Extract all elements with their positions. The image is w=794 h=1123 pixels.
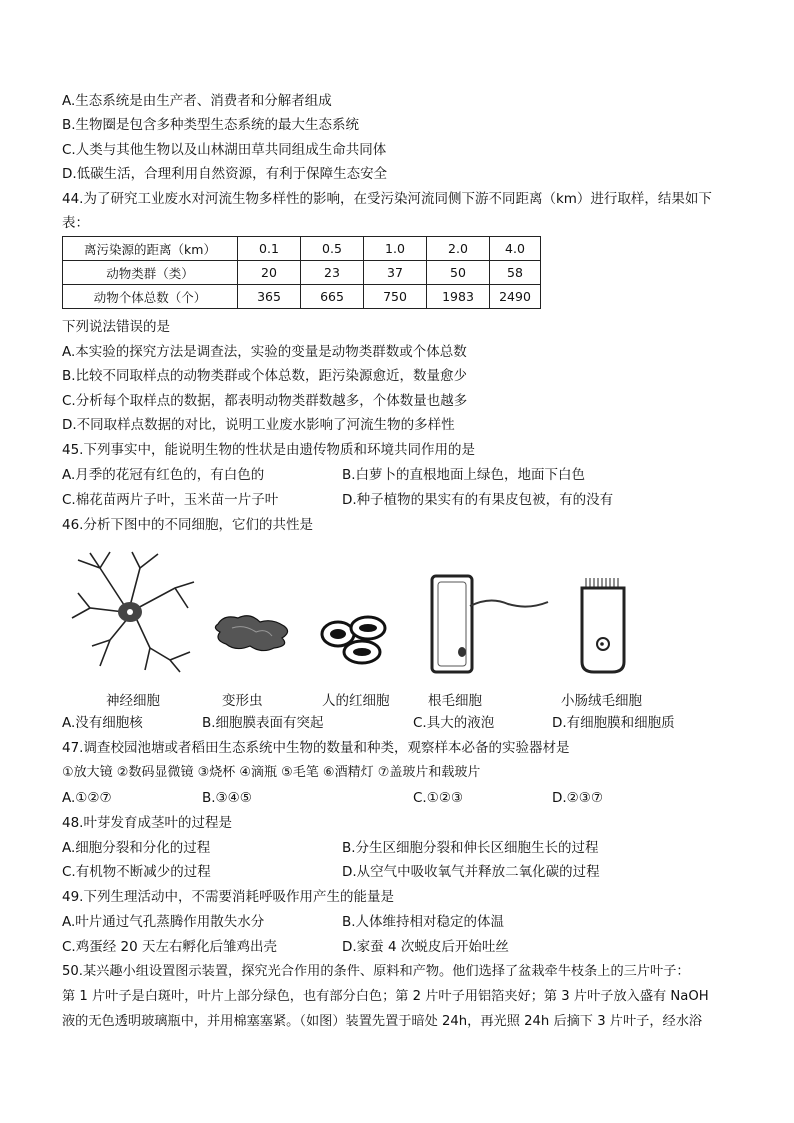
caption-neuron: 神经细胞 [106,693,160,709]
caption-villus-cell: 小肠绒毛细胞 [561,693,642,709]
table-cell: 665 [301,285,364,309]
q49-option-c: C.鸡蛋经 20 天左右孵化后雏鸡出壳 [62,939,277,955]
table-cell: 58 [490,261,541,285]
q46-option-c: C.具大的液泡 [413,715,495,731]
table-row-label: 离污染源的距离（km） [63,237,238,261]
q45-option-a: A.月季的花冠有红色的，有白色的 [62,467,265,483]
q43-option-d: D.低碳生活，合理利用自然资源，有利于保障生态安全 [62,166,388,182]
q43-option-a: A.生态系统是由生产者、消费者和分解者组成 [62,93,332,109]
caption-root-hair-cell: 根毛细胞 [428,693,482,709]
q44-stem-line2: 表： [62,215,89,231]
q48-option-b: B.分生区细胞分裂和伸长区细胞生长的过程 [342,840,599,856]
table-row-label: 动物个体总数（个） [63,285,238,309]
q47-option-b: B.③④⑤ [202,790,252,806]
table-cell: 23 [301,261,364,285]
q46-option-b: B.细胞膜表面有突起 [202,715,324,731]
table-cell: 20 [238,261,301,285]
amoeba-figure [210,610,295,655]
q44-stem-line1: 44.为了研究工业废水对河流生物多样性的影响，在受污染河流同侧下游不同距离（km）进行取样，结果如下 [62,191,712,207]
q46-stem: 46.分析下图中的不同细胞，它们的共性是 [62,517,313,533]
q45-stem: 45.下列事实中，能说明生物的性状是由遗传物质和环境共同作用的是 [62,442,475,458]
caption-red-blood-cell: 人的红细胞 [322,693,390,709]
q45-option-c: C.棉花苗两片子叶，玉米苗一片子叶 [62,492,279,508]
q46-option-a: A.没有细胞核 [62,715,143,731]
intestinal-villus-cell-figure [576,576,630,676]
q47-option-a: A.①②⑦ [62,790,112,806]
q44-option-a: A.本实验的探究方法是调查法，实验的变量是动物类群数或个体总数 [62,344,467,360]
neuron-cell-figure [70,548,200,673]
q44-option-c: C.分析每个取样点的数据，都表明动物类群数越多，个体数量也越多 [62,393,468,409]
q46-option-d: D.有细胞膜和细胞质 [552,715,675,731]
q49-option-a: A.叶片通过气孔蒸腾作用散失水分 [62,914,265,930]
red-blood-cells-figure [318,612,394,667]
q44-prompt: 下列说法错误的是 [62,319,170,335]
table-cell: 2.0 [427,237,490,261]
table-cell: 37 [364,261,427,285]
q48-option-c: C.有机物不断减少的过程 [62,864,211,880]
table-cell: 4.0 [490,237,541,261]
q47-option-c: C.①②③ [413,790,464,806]
q47-items: ①放大镜 ②数码显微镜 ③烧杯 ④滴瓶 ⑤毛笔 ⑥酒精灯 ⑦盖玻片和载玻片 [62,765,481,780]
table-cell: 365 [238,285,301,309]
q45-option-d: D.种子植物的果实有的有果皮包被，有的没有 [342,492,614,508]
table-cell: 1.0 [364,237,427,261]
table-cell: 0.5 [301,237,364,261]
q50-line3: 液的无色透明玻璃瓶中，并用棉塞塞紧。（如图）装置先置于暗处 24h，再光照 24h 后摘下 3 片叶子，经水浴 [62,1014,703,1029]
q44-data-table [62,236,541,309]
q49-option-b: B.人体维持相对稳定的体温 [342,914,505,930]
q43-option-b: B.生物圈是包含多种类型生态系统的最大生态系统 [62,117,360,133]
q48-option-d: D.从空气中吸收氧气并释放二氧化碳的过程 [342,864,600,880]
q44-option-b: B.比较不同取样点的动物类群或个体总数，距污染源愈近，数量愈少 [62,368,468,384]
table-row [63,237,541,261]
table-row-label: 动物类群（类） [63,261,238,285]
q43-option-c: C.人类与其他生物以及山林湖田草共同组成生命共同体 [62,142,387,158]
caption-amoeba: 变形虫 [222,693,263,709]
q45-option-b: B.白萝卜的直根地面上绿色，地面下白色 [342,467,586,483]
q50-line1: 50.某兴趣小组设置图示装置，探究光合作用的条件、原料和产物。他们选择了盆栽牵牛枝条上的三片叶子： [62,964,690,979]
table-cell: 50 [427,261,490,285]
q47-option-d: D.②③⑦ [552,790,603,806]
q49-option-d: D.家蚕 4 次蜕皮后开始吐丝 [342,939,509,955]
table-row [63,261,541,285]
table-cell: 750 [364,285,427,309]
table-cell: 2490 [490,285,541,309]
q50-line2: 第 1 片叶子是白斑叶，叶片上部分绿色，也有部分白色；第 2 片叶子用铝箔夹好；第 3 片叶子放入盛有 NaOH [62,989,709,1004]
table-cell: 0.1 [238,237,301,261]
q44-option-d: D.不同取样点数据的对比，说明工业废水影响了河流生物的多样性 [62,417,455,433]
q48-stem: 48.叶芽发育成茎叶的过程是 [62,815,232,831]
q49-stem: 49.下列生理活动中，不需要消耗呼吸作用产生的能量是 [62,889,394,905]
table-cell: 1983 [427,285,490,309]
q48-option-a: A.细胞分裂和分化的过程 [62,840,211,856]
table-row [63,285,541,309]
root-hair-cell-figure [424,572,550,676]
q47-stem: 47.调查校园池塘或者稻田生态系统中生物的数量和种类，观察样本必备的实验器材是 [62,740,570,756]
